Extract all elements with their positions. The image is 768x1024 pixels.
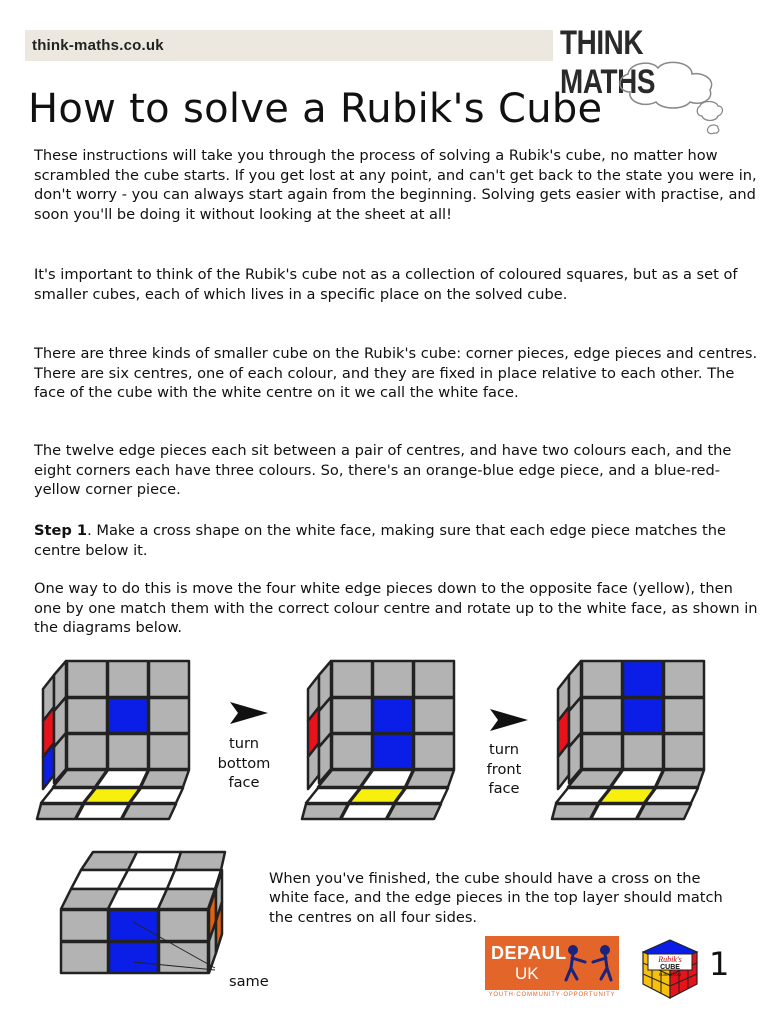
cube-diagram-2 bbox=[300, 655, 465, 825]
rubiks-brand-text: Rubik's bbox=[658, 955, 682, 964]
page-number: 1 bbox=[709, 945, 730, 983]
depaul-name: DEPAUL bbox=[491, 943, 567, 963]
turn-bottom-face-label: turn bottom face bbox=[217, 735, 271, 791]
depaul-uk: UK bbox=[515, 964, 539, 983]
finish-paragraph: When you've finished, the cube should have a cross on the white face, and the edge pieces in the top layer should match the centres on all four sides. bbox=[269, 869, 723, 926]
finished-cube-diagram bbox=[55, 846, 285, 986]
arrow-right-icon bbox=[228, 700, 270, 726]
depaul-logo-box bbox=[485, 936, 619, 990]
same-label: same bbox=[229, 973, 269, 990]
figures-icon bbox=[563, 942, 615, 984]
pieces-paragraph: It's important to think of the Rubik's cube not as a collection of coloured squares, but as a set of smaller cubes, each of which lives in a specific place on the solved cube. bbox=[34, 266, 738, 303]
turn-front-face-label: turn front face bbox=[486, 741, 522, 797]
cube-diagram-1 bbox=[35, 655, 200, 825]
edges-paragraph: The twelve edge pieces each sit between a pair of centres, and have two colours each, and the eight corners each have three colours. So, there's an orange-blue edge piece, and a blue-red-yellow corner piece. bbox=[34, 442, 732, 498]
intro-paragraph: These instructions will take you through the process of solving a Rubik's cube, no matter how scrambled the cube starts. If you get lost at any point, and can't get back to the state you were in, don't worry - you can always start again from the beginning. Solving gets easier with practise, and soon you'll be doing it without looking at the sheet at all! bbox=[34, 147, 757, 223]
header-bar bbox=[25, 30, 553, 61]
page-title: How to solve a Rubik's Cube bbox=[28, 86, 603, 132]
rubiks-url: RUBIKS.COM bbox=[658, 973, 682, 977]
step-text: . Make a cross shape on the white face, making sure that each edge piece matches the centre below it. bbox=[34, 522, 726, 559]
kinds-paragraph: There are three kinds of smaller cube on the Rubik's cube: corner pieces, edge pieces and centres. There are six centres, one of each colour, and they are fixed in place relative to each other. The face of the cube with the white centre on it we call the white face. bbox=[34, 345, 758, 401]
depaul-logo bbox=[485, 936, 619, 1002]
depaul-tagline: YOUTH·COMMUNITY·OPPORTUNITY bbox=[488, 992, 616, 998]
step1-paragraph bbox=[34, 521, 759, 560]
brand-logo: THINK MATHS bbox=[560, 24, 656, 101]
arrow-right-icon bbox=[488, 707, 530, 733]
cube-diagram-3 bbox=[550, 655, 715, 825]
rubiks-cube-logo bbox=[639, 938, 701, 1000]
method-paragraph: One way to do this is move the four white edge pieces down to the opposite face (yellow), then one by one match them with the correct colour centre and rotate up to the white face, as shown in the diagrams below. bbox=[34, 580, 758, 636]
site-url[interactable]: think-maths.co.uk bbox=[32, 37, 164, 54]
rubiks-cube-word: CUBE bbox=[660, 964, 680, 971]
step-label: Step 1 bbox=[34, 522, 88, 539]
thought-cloud-icon bbox=[600, 60, 740, 140]
